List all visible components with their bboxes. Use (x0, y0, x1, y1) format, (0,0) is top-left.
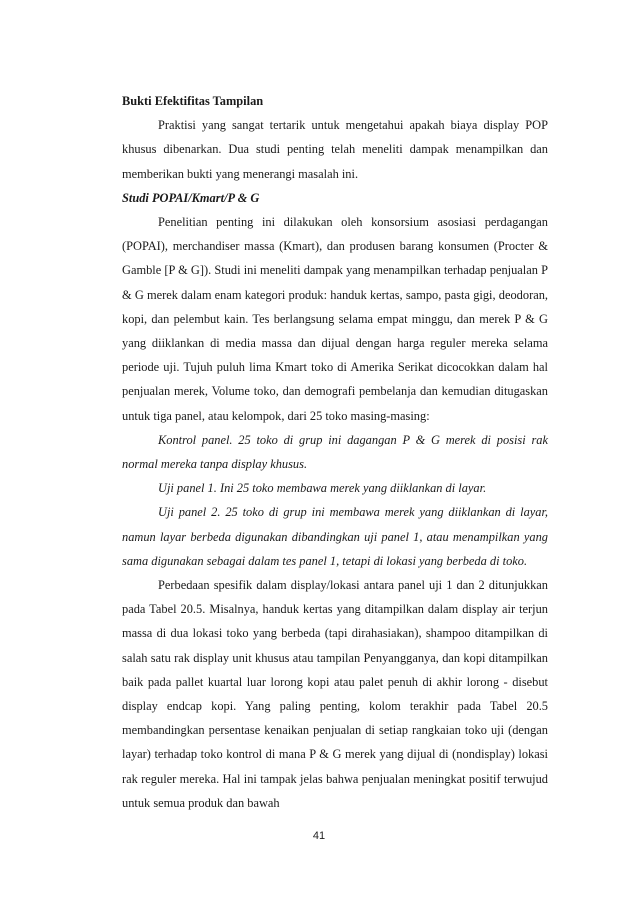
difference-paragraph: Perbedaan spesifik dalam display/lokasi antara panel uji 1 dan 2 ditunjukkan pada Tabel 20.5. Misalnya, handuk kertas yang ditampilkan dalam display air terjun massa di dua lokasi toko yang berbeda (tapi dirahasiakan), shampoo ditampilkan di salah satu rak display unit khusus atau tampilan Penyangganya, dan kopi ditampilkan baik pada pallet kuartal luar lorong kopi atau palet penuh di akhir lorong - disebut display endcap kopi. Yang paling penting, kolom terakhir pada Tabel 20.5 membandingkan persentase kenaikan penjualan di setiap rangkaian toko uji (dengan layar) terhadap toko kontrol di mana P & G merek yang dijual di (nondisplay) lokasi rak reguler mereka. Hal ini tampak jelas bahwa penjualan meningkat positif terwujud untuk semua produk dan bawah (122, 578, 548, 810)
sub-heading: Studi POPAI/Kmart/P & G (122, 190, 260, 205)
page-body (122, 89, 548, 815)
panel-test-1-paragraph: Uji panel 1. Ini 25 toko membawa merek yang diiklankan di layar. (158, 481, 487, 496)
panel-test-2-paragraph: Uji panel 2. 25 toko di grup ini membawa merek yang diiklankan di layar, namun layar berbeda digunakan dibandingkan uji panel 1, atau menampilkan yang sama digunakan sebagai dalam tes panel 1, tetapi di lokasi yang berbeda di toko. (122, 505, 548, 568)
panel-control-paragraph: Kontrol panel. 25 toko di grup ini dagangan P & G merek di posisi rak normal mereka tanpa display khusus. (122, 432, 548, 472)
page-number: 41 (312, 830, 326, 842)
section-heading: Bukti Efektifitas Tampilan (122, 94, 264, 108)
intro-paragraph: Praktisi yang sangat tertarik untuk mengetahui apakah biaya display POP khusus dibenarkan. Dua studi penting telah meneliti dampak menampilkan dan memberikan bukti yang menerangi masalah ini. (122, 118, 548, 181)
study-paragraph: Penelitian penting ini dilakukan oleh konsorsium asosiasi perdagangan (POPAI), merchandiser massa (Kmart), dan produsen barang konsumen (Procter & Gamble [P & G]). Studi ini meneliti dampak yang menampilkan terhadap penjualan P & G merek dalam enam kategori produk: handuk kertas, sampo, pasta gigi, deodoran, kopi, dan pelembut kain. Tes berlangsung selama empat minggu, dan merek P & G yang diiklankan di media massa dan dijual dengan harga reguler mereka selama periode uji. Tujuh puluh lima Kmart toko di Amerika Serikat dicocokkan dalam hal penjualan merek, Volume toko, dan demografi pembelanja dan kemudian ditugaskan untuk tiga panel, atau kelompok, dari 25 toko masing-masing: (122, 215, 548, 423)
